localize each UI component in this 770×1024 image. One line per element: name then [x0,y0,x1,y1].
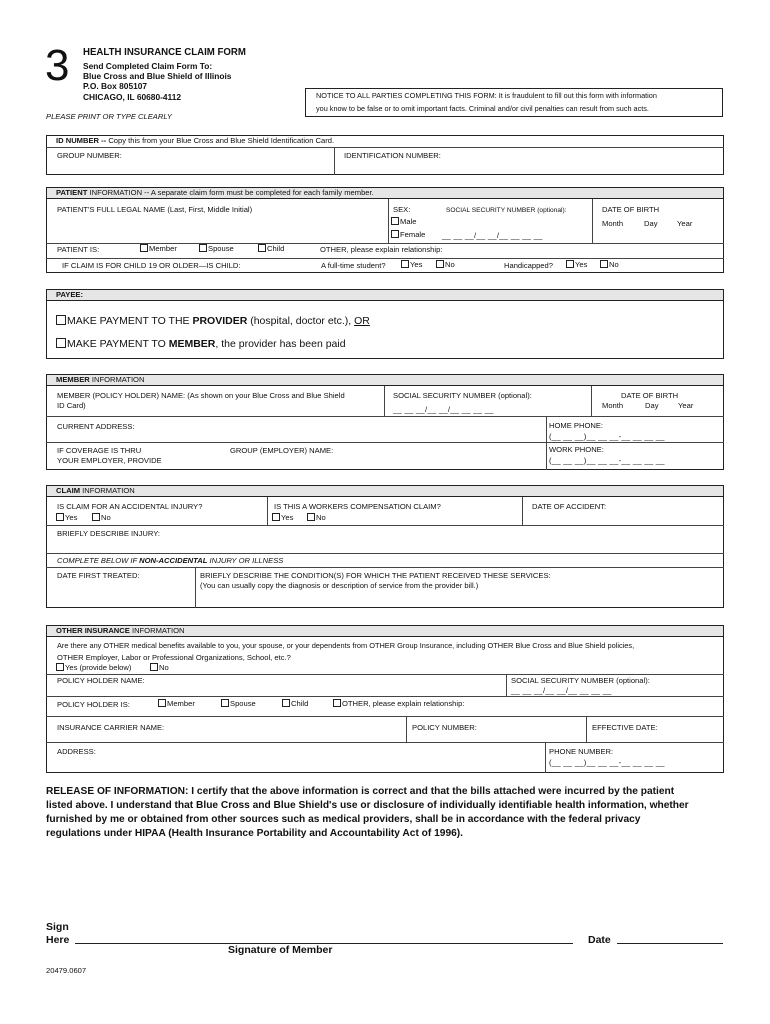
checkbox-icon [221,699,229,707]
holder-other-checkbox[interactable]: OTHER, please explain relationship: [333,699,464,709]
describe-condition-label-1: BRIEFLY DESCRIBE THE CONDITION(S) FOR WHICH THE PATIENT RECEIVED THESE SERVICES: [200,571,551,580]
patient-is-child-checkbox[interactable]: Child [258,244,284,254]
member-dob-month[interactable]: Month [602,401,624,410]
checkbox-icon [391,230,399,238]
patient-male-checkbox[interactable]: Male [391,217,416,227]
policy-holder-is-label: POLICY HOLDER IS: [57,700,130,709]
workers-comp-label: IS THIS A WORKERS COMPENSATION CLAIM? [274,502,441,511]
patient-dob-label: DATE OF BIRTH [602,205,660,214]
holder-child-checkbox[interactable]: Child [282,699,308,709]
checkbox-icon [333,699,341,707]
oi-phone-field[interactable]: (__ __ __)__ __ __-__ __ __ __ [549,758,665,767]
date-first-treated-field[interactable]: DATE FIRST TREATED: [57,571,140,580]
patient-heading-note: INFORMATION -- A separate claim form must be completed for each family member. [87,188,374,197]
checkbox-icon [56,338,66,348]
fulltime-no-checkbox[interactable]: No [436,260,455,270]
non-accidental-note: COMPLETE BELOW IF NON-ACCIDENTAL INJURY OR ILLNESS [57,556,284,565]
holder-spouse-checkbox[interactable]: Spouse [221,699,256,709]
claim-section-header: CLAIM INFORMATION [46,485,724,497]
send-to-line: Send Completed Claim Form To: [83,61,213,71]
fraud-notice-line2: you know to be false or to omit important facts. Criminal and/or civil penalties can result from such acts. [316,104,649,113]
patient-dob-year[interactable]: Year [677,219,693,228]
member-dob-label: DATE OF BIRTH [621,391,679,400]
date-of-accident-field[interactable]: DATE OF ACCIDENT: [532,502,607,511]
member-ssn-label: SOCIAL SECURITY NUMBER (optional): [393,391,532,400]
member-dob-day[interactable]: Day [645,401,659,410]
id-heading-note: Copy this from your Blue Cross and Blue Shield Identification Card. [106,136,335,145]
patient-ssn-field[interactable]: __ __ __/__ __/__ __ __ __ [442,231,543,240]
checkbox-icon [56,663,64,671]
oi-ssn-label: SOCIAL SECURITY NUMBER (optional): [511,676,650,685]
checkbox-icon [199,244,207,252]
signature-caption: Signature of Member [228,944,333,956]
patient-ssn-label: SOCIAL SECURITY NUMBER (optional): [446,207,567,214]
handicapped-no-checkbox[interactable]: No [600,260,619,270]
coverage-label-2: YOUR EMPLOYER, PROVIDE [57,456,162,465]
sign-label: Sign [46,921,69,933]
patient-is-label: PATIENT IS: [57,245,100,254]
member-name-label-2: ID Card) [57,401,86,410]
checkbox-icon [282,699,290,707]
checkbox-icon [566,260,574,268]
mail-city: CHICAGO, IL 60680-4112 [83,92,182,102]
release-line-3: furnished by me or obtained from other sources such as medical providers, shall be in accordance with the federal privacy [46,814,641,825]
form-title: HEALTH INSURANCE CLAIM FORM [83,46,246,58]
other-benefits-question-1: Are there any OTHER medical benefits available to you, your spouse, or your dependents from OTHER Group Insurance, including OTHER Blue Cross and Blue Shield policies, [57,641,635,650]
member-ssn-field[interactable]: __ __ __/__ __/__ __ __ __ [393,405,494,414]
checkbox-icon [272,513,280,521]
here-label: Here [46,934,70,946]
payee-section-header: PAYEE: [46,289,724,301]
checkbox-icon [391,217,399,225]
group-employer-name-field[interactable]: GROUP (EMPLOYER) NAME: [230,446,334,455]
id-heading: ID NUMBER -- [56,136,107,145]
patient-full-name-field[interactable]: PATIENT'S FULL LEGAL NAME (Last, First, Middle Initial) [57,205,253,214]
coverage-label-1: IF COVERAGE IS THRU [57,446,142,455]
accidental-no-checkbox[interactable]: No [92,513,111,523]
form-code: 20479.0607 [46,966,87,975]
checkbox-icon [140,244,148,252]
member-name-label-1: MEMBER (POLICY HOLDER) NAME: (As shown on your Blue Cross and Blue Shield [57,391,345,400]
patient-heading: PATIENT [56,188,88,197]
patient-is-spouse-checkbox[interactable]: Spouse [199,244,234,254]
checkbox-icon [56,315,66,325]
release-line-2: listed above. I understand that Blue Cross and Blue Shield's use or disclosure of individually identifiable health information, whether [46,800,689,811]
pay-provider-option[interactable]: MAKE PAYMENT TO THE PROVIDER (hospital, doctor etc.), OR [56,315,370,328]
oi-phone-label: PHONE NUMBER: [549,747,614,756]
handicapped-label: Handicapped? [504,261,553,270]
work-phone-field[interactable]: (__ __ __)__ __ __-__ __ __ __ [549,456,665,465]
accidental-injury-label: IS CLAIM FOR AN ACCIDENTAL INJURY? [57,502,203,511]
checkbox-icon [600,260,608,268]
describe-condition-label-2: (You can usually copy the diagnosis or description of service from the provider bill.) [200,581,479,590]
fulltime-student-label: A full-time student? [321,261,386,270]
holder-member-checkbox[interactable]: Member [158,699,195,709]
form-number: 3 [45,41,70,90]
id-section-header [46,135,724,147]
fraud-notice-line1: NOTICE TO ALL PARTIES COMPLETING THIS FORM: It is fraudulent to fill out this form with information [316,91,657,100]
effective-date-field[interactable]: EFFECTIVE DATE: [592,723,658,732]
insurance-carrier-field[interactable]: INSURANCE CARRIER NAME: [57,723,165,732]
checkbox-icon [436,260,444,268]
member-section-header: MEMBER INFORMATION [46,374,724,386]
home-phone-field[interactable]: (__ __ __)__ __ __-__ __ __ __ [549,432,665,441]
date-label: Date [588,934,611,946]
other-benefits-yes-checkbox[interactable]: Yes (provide below) [56,663,131,673]
describe-injury-field[interactable]: BRIEFLY DESCRIBE INJURY: [57,529,160,538]
policy-holder-name-field[interactable]: POLICY HOLDER NAME: [57,676,145,685]
pay-member-option[interactable]: MAKE PAYMENT TO MEMBER, the provider has been paid [56,338,346,351]
patient-female-checkbox[interactable]: Female [391,230,425,240]
checkbox-icon [56,513,64,521]
other-benefits-question-2: OTHER Employer, Labor or Professional Organizations, School, etc.? [57,653,291,662]
checkbox-icon [401,260,409,268]
member-address-field[interactable]: CURRENT ADDRESS: [57,422,135,431]
home-phone-label: HOME PHONE: [549,421,604,430]
patient-dob-month[interactable]: Month [602,219,624,228]
date-line[interactable] [617,943,723,944]
checkbox-icon [258,244,266,252]
patient-section-header [46,187,724,199]
other-benefits-no-checkbox[interactable]: No [150,663,169,673]
other-insurance-header: OTHER INSURANCE INFORMATION [46,625,724,637]
release-line-4: regulations under HIPAA (Health Insurance Portability and Accountability Act of 1996). [46,828,463,839]
patient-sex-label: SEX: [393,205,411,214]
oi-address-field[interactable]: ADDRESS: [57,747,96,756]
checkbox-icon [92,513,100,521]
accidental-yes-checkbox[interactable]: Yes [56,513,77,523]
oi-ssn-field[interactable]: __ __ __/__ __/__ __ __ __ [511,686,612,695]
member-dob-year[interactable]: Year [678,401,694,410]
checkbox-icon [307,513,315,521]
checkbox-icon [150,663,158,671]
checkbox-icon [158,699,166,707]
child19-label: IF CLAIM IS FOR CHILD 19 OR OLDER—IS CHILD: [62,261,241,270]
mail-org: Blue Cross and Blue Shield of Illinois [83,71,232,81]
release-statement [46,785,736,841]
release-line-1: RELEASE OF INFORMATION: I certify that the above information is correct and that the bills attached were incurred by the patient [46,786,675,797]
work-phone-label: WORK PHONE: [549,445,604,454]
patient-dob-day[interactable]: Day [644,219,658,228]
fraud-notice-box [305,88,723,117]
patient-other-relationship-field[interactable]: OTHER, please explain relationship: [320,245,443,254]
handicapped-yes-checkbox[interactable]: Yes [566,260,587,270]
fulltime-yes-checkbox[interactable]: Yes [401,260,422,270]
patient-is-member-checkbox[interactable]: Member [140,244,177,254]
workers-comp-no-checkbox[interactable]: No [307,513,326,523]
mail-pobox: P.O. Box 805107 [83,81,148,91]
print-note: PLEASE PRINT OR TYPE CLEARLY [46,112,172,121]
policy-number-field[interactable]: POLICY NUMBER: [412,723,477,732]
identification-number-field[interactable]: IDENTIFICATION NUMBER: [344,151,441,160]
workers-comp-yes-checkbox[interactable]: Yes [272,513,293,523]
group-number-field[interactable]: GROUP NUMBER: [57,151,122,160]
